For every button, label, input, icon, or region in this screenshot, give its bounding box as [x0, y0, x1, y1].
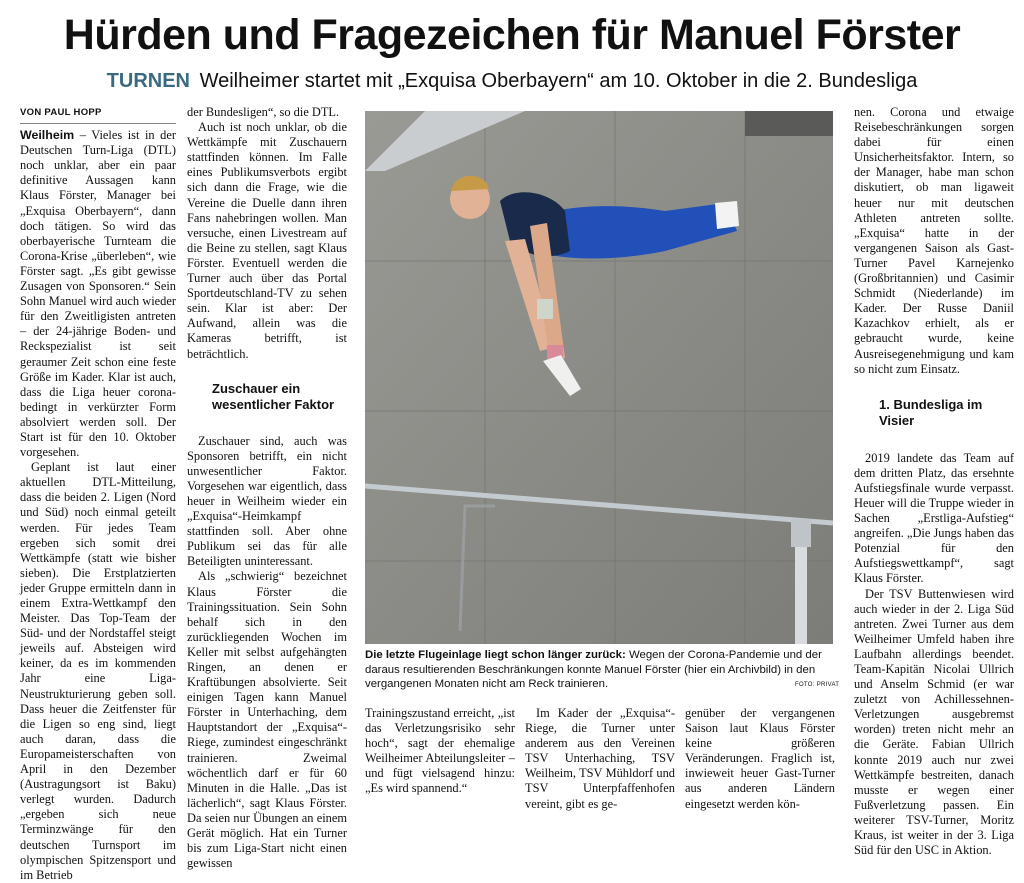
photo-caption [365, 648, 833, 692]
paragraph: Als „schwierig“ bezeichnet Klaus Förster die Trainingssituation. Sein Sohn behalf sich in den zurückliegenden Wochen im Keller mit selbst aufgehängten Ringen, an denen er Kraftübungen absolvierte. Seit einigen Tagen kann Manuel Förster in Unterhaching, dem Hauptstandort der „Exquisa“-Riege, zumindest eingeschränkt trainieren. Zweimal wöchentlich darf er für 60 Minuten in die Halle. „Das ist lächerlich“, sagt Klaus Förster. Da seien nur Übungen an einem Gerät möglich. Hat ein Turner bis zum Liga-Start nicht einen gewissen [187, 569, 347, 871]
paragraph: 2019 landete das Team auf dem dritten Platz, das ersehnte Aufstiegsfinale wurde verpasst. Heuer will die Truppe wieder in Sachen „Erstliga-Aufstieg“ angreifen. „Die Jungs haben das Potenzial für den Aufstiegswettkampf“, sagt Klaus Förster. [854, 450, 1014, 586]
byline: VON PAUL HOPP [20, 105, 176, 124]
subheading: 1. Bundesliga im Visier [879, 396, 983, 428]
paragraph: Im Kader der „Exquisa“-Riege, die Turner unter anderem aus den Vereinen TSV Unterhaching, TSV Weilheim, TSV Mühldorf und TSV Unterpfaffenhofen vereint, gibt es ge- [525, 706, 675, 811]
article-column-1 [20, 105, 176, 882]
paragraph: Auch ist noch unklar, ob die Wettkämpfe mit Zuschauern stattfinden können. Im Falle eines Publikumsverbots ergibt sich dann die Frage, wie die Vereine die Duelle dann ihren Fans nahebringen wollen. Man versuche, einen Livestream auf die Beine zu stellen, sagt Klaus Förster. Eventuell werden die Turner auch über das Portal Sportdeutschland-TV zu sehen sein. Klar ist aber: Der Aufwand, allein was die Kameras betrifft, ist beträchtlich. [187, 120, 347, 361]
photo-illustration [365, 111, 833, 644]
article-column-4 [525, 706, 675, 811]
paragraph: Trainingszustand erreicht, „ist das Verletzungsrisiko sehr hoch“, sagt der ehemalige Weilheimer Abteilungsleiter – und fügt vielsagend hinzu: „Es wird spannend.“ [365, 706, 515, 796]
article-column-6 [854, 105, 1014, 858]
dateline-city: Weilheim [20, 128, 75, 143]
kicker: TURNEN [106, 70, 191, 92]
subheading: Zuschauer ein wesentlicher Faktor [212, 380, 335, 412]
paragraph-text: – Vieles ist in der Deutschen Turn-Liga (DTL) noch unklar, aber ein paar definitive Aussagen kann Klaus Förster, Manager bei „Exquisa Oberbayern“, dann doch tätigen. So wird das oberbayerische Turnteam die Corona-Krise „überleben“, wie Förster sagt. „Es gibt gewisse Zusagen von Sponsoren.“ Sein Sohn Manuel wird auch wieder für den Zweitligisten antreten – der 24-jährige Boden- und Reckspezialist ist seit geraumer Zeit schon eine feste Größe im Kader. Klar ist auch, dass die Liga heuer corona-bedingt in verkürzter Form absolviert werden soll. Der Start ist für den 10. Oktober vorgesehen. [20, 128, 176, 460]
paragraph: Der TSV Buttenwiesen wird auch wieder in der 2. Liga Süd antreten. Zwei Turner aus dem Weilheimer Umfeld haben ihre Laufbahn allerdings beendet. Team-Kapitän Nicolai Ullrich und Anselm Schmid (er war zuletzt von Achillessehnen-Verletzungen ausgebremst worden) treten nicht mehr an die Geräte. Fabian Ullrich konnte 2019 auch nur zwei Wettkämpfe bestreiten, danach musste er wegen einer Fußverletzung passen. Ein weiterer TSV-Turner, Moritz Kraus, ist weiter in der 3. Liga Süd für den USC in Aktion. [854, 586, 1014, 858]
paragraph [20, 128, 176, 460]
subline [0, 68, 1024, 94]
gymnast-photo [365, 111, 833, 644]
paragraph: Geplant ist laut einer aktuellen DTL-Mitteilung, dass die beiden 2. Ligen (Nord und Süd) noch einmal geteilt werden. Für jedes Team ergeben sich somit drei Wettkämpfe (statt wie bisher sieben). Die Erstplatzierten jeder Gruppe ermitteln dann in einem Extra-Wettkampf den Meister. Das Top-Team der Süd- und der Nordstaffel steigt jeweils auf. Absteigen wird keiner, da es im kommenden Jahr eine Liga-Neustrukturierung geben soll. Dass heuer die Zeitfenster für die Ligen so eng sind, liegt auch daran, dass die Europameisterschaften von April in den Dezember (Austragungsort ist Baku) verlegt wurden. Dadurch „ergeben sich neue Terminzwänge für den deutschen Turnsport im olympischen Spitzensport und im Betrieb [20, 460, 176, 882]
article-column-3 [365, 706, 515, 796]
paragraph: Zuschauer sind, auch was Sponsoren betrifft, ein nicht unwesentlicher Faktor. Vorgesehen war eigentlich, dass heuer in Weilheim wieder ein „Exquisa“-Heimkampf stattfinden soll. Aber ohne Publikum sei das für alle Beteiligten uninteressant. [187, 433, 347, 569]
article-column-5 [685, 706, 835, 811]
article-column-2 [187, 105, 347, 871]
paragraph: genüber der vergangenen Saison laut Klaus Förster keine größeren Veränderungen. Fraglich ist, inwieweit heuer Gast-Turner aus anderen Ländern eingesetzt werden kön- [685, 706, 835, 811]
photo-credit: FOTO: PRIVAT [795, 682, 840, 688]
paragraph: der Bundesligen“, so die DTL. [187, 105, 340, 119]
caption-lead: Die letzte Flugeinlage liegt schon länger zurück: [365, 649, 626, 661]
caption-text: Wegen der Corona-Pandemie und der daraus resultierenden Beschränkungen konnte Manuel Förster (hier ein Archivbild) in den vergangenen Monaten nicht am Reck trainieren. [365, 649, 822, 690]
subline-text: Weilheimer startet mit „Exquisa Oberbayern“ am 10. Oktober in die 2. Bundesliga [199, 70, 918, 92]
paragraph: nen. Corona und etwaige Reisebeschränkungen sorgen dabei für einen Unsicherheitsfaktor. Intern, so der Manager, habe man schon diskutiert, ob man ligaweit heuer nur mit deutschen Athleten antreten sollte. „Exquisa“ hatte in der vergangenen Saison als Gast-Turner Pavel Karnejenko (Großbritannien) und Casimir Schmidt (Niederlande) im Kader. Der Russe Daniil Kazachkov erhielt, als er gebraucht wurde, keine Ausreisegenehmigung und kam so nicht zum Einsatz. [854, 105, 1014, 376]
headline: Hürden und Fragezeichen für Manuel Förster [63, 11, 961, 59]
